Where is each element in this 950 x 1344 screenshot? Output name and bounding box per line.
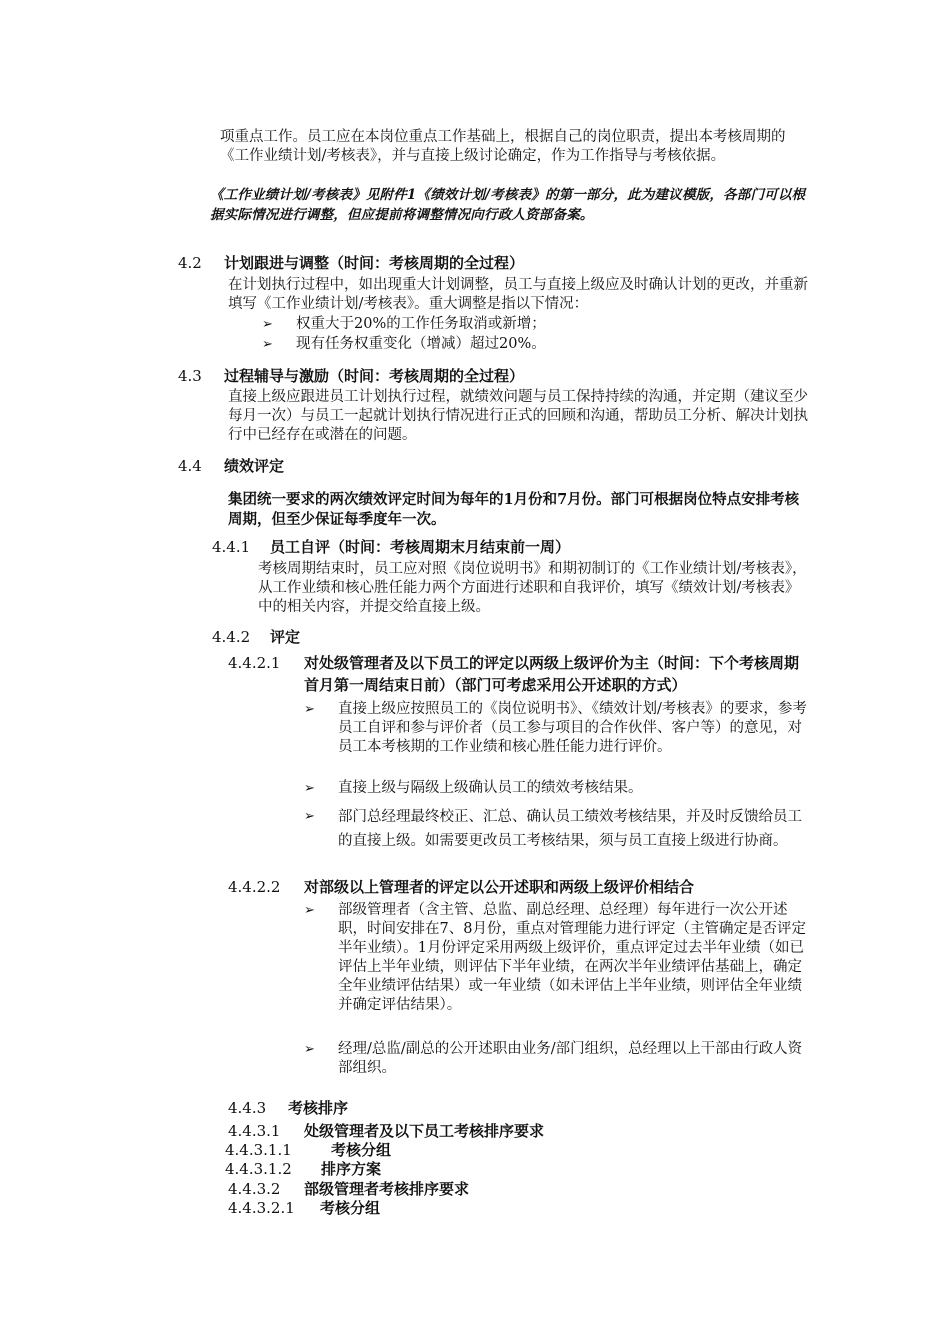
section-4-4-heading — [178, 456, 284, 476]
list-item: ➢ 经理/总监/副总的公开述职由业务/部门组织，总经理以上干部由行政人资部组织。 — [304, 1041, 803, 1076]
section-number: 4.4 — [178, 457, 202, 475]
section-number: 4.4.1 — [212, 538, 251, 556]
section-title: 部级管理者考核排序要求 — [304, 1180, 470, 1198]
section-title: 绩效评定 — [224, 457, 285, 475]
section-title: 员工自评（时间：考核周期末月结束前一周） — [270, 538, 571, 556]
outline-item — [228, 1121, 544, 1141]
outline-item — [225, 1159, 381, 1179]
section-number: 4.4.2 — [212, 628, 251, 646]
section-4-2-heading — [178, 253, 524, 273]
section-title: 考核分组 — [331, 1141, 392, 1159]
list-item: ➢ 部门总经理最终校正、汇总、确认员工绩效考核结果，并及时反馈给员工的直接上级。如需要更改员工考核结果，须与员工直接上级进行协商。 — [304, 805, 816, 871]
list-item: ➢ 现有任务权重变化（增减）超过20%。 — [262, 336, 546, 352]
intro-paragraph: 项重点工作。员工应在本岗位重点工作基础上，根据自己的岗位职责，提出本考核周期的《工作业绩计划/考核表》，并与直接上级讨论确定，作为工作指导与考核依据。 — [220, 129, 786, 164]
section-title: 对部级以上管理者的评定以公开述职和两级上级评价相结合 — [304, 878, 695, 896]
section-title: 排序方案 — [321, 1160, 382, 1178]
outline-item — [225, 1140, 391, 1160]
section-4-2-paragraph: 在计划执行过程中，如出现重大计划调整，员工与直接上级应及时确认计划的更改，并重新填写《工作业绩计划/考核表》。重大调整是指以下情况： — [228, 277, 808, 312]
section-title: 过程辅导与激励（时间：考核周期的全过程） — [224, 367, 525, 385]
section-4-4-paragraph: 集团统一要求的两次绩效评定时间为每年的1月份和7月份。部门可根据岗位特点安排考核周期，但至少保证每季度年一次。 — [228, 491, 800, 528]
section-number: 4.4.3.2 — [228, 1180, 281, 1198]
outline-item — [228, 1098, 348, 1118]
arrow-bullet-icon: ➢ — [304, 809, 315, 824]
list-item: ➢ 部级管理者（含主管、总监、副总经理、总经理）每年进行一次公开述职，时间安排在7、8月份，重点对管理能力进行评定（主管确定是否评定半年业绩）。1月份评定采用两级上级评价，重点评定过去半年业绩（如已评估上半年业绩，则评估下半年业绩，在两次半年业绩评估基础上，确定全年业绩评估结果）或一年业绩（如未评估上半年业绩，则评估全年业绩并确定评估结果）。 — [304, 902, 806, 1013]
section-number: 4.4.3.1.1 — [225, 1141, 292, 1159]
section-4-4-2-2-heading — [228, 876, 813, 898]
list-item: ➢ 直接上级应按照员工的《岗位说明书》、《绩效计划/考核表》的要求，参考员工自评和参与评价者（员工参与项目的合作伙伴、客户等）的意见，对员工本考核期的工作业绩和核心胜任能力进行评价。 — [304, 701, 807, 755]
section-4-4-2-heading — [212, 627, 300, 647]
section-4-3-heading — [178, 366, 524, 386]
section-number: 4.3 — [178, 367, 202, 385]
section-number: 4.4.3.1.2 — [225, 1160, 292, 1178]
section-number: 4.4.3 — [228, 1099, 267, 1117]
outline-item — [228, 1179, 469, 1199]
section-4-4-1-paragraph: 考核周期结束时，员工应对照《岗位说明书》和期初制订的《工作业绩计划/考核表》，从工作业绩和核心胜任能力两个方面进行述职和自我评价，填写《绩效计划/考核表》中的相关内容，并提交给直接上级。 — [258, 561, 807, 615]
section-number: 4.4.2.1 — [228, 654, 281, 672]
section-title: 计划跟进与调整（时间：考核周期的全过程） — [224, 254, 525, 272]
list-item: ➢ 权重大于20%的工作任务取消或新增； — [262, 316, 546, 332]
section-4-3-paragraph: 直接上级应跟进员工计划执行过程，就绩效问题与员工保持持续的沟通，并定期（建议至少每月一次）与员工一起就计划执行情况进行正式的回顾和沟通，帮助员工分析、解决计划执行中已经存在或潜在的问题。 — [228, 389, 808, 443]
section-title: 评定 — [270, 628, 301, 646]
section-title: 考核分组 — [320, 1199, 381, 1217]
section-title: 对处级管理者及以下员工的评定以两级上级评价为主（时间：下个考核周期首月第一周结束日前）（部门可考虑采用公开述职的方式） — [304, 654, 800, 694]
section-number: 4.4.2.2 — [228, 878, 281, 896]
arrow-bullet-icon: ➢ — [304, 903, 315, 918]
section-number: 4.4.3.1 — [228, 1122, 281, 1140]
intro-note: 《工作业绩计划/考核表》见附件1《绩效计划/考核表》的第一部分，此为建议模版，各部门可以根据实际情况进行调整，但应提前将调整情况向行政人资部备案。 — [210, 187, 806, 223]
section-title: 处级管理者及以下员工考核排序要求 — [304, 1122, 545, 1140]
section-number: 4.2 — [178, 254, 202, 272]
list-item: ➢ 直接上级与隔级上级确认员工的绩效考核结果。 — [304, 780, 643, 796]
arrow-bullet-icon: ➢ — [304, 1042, 315, 1057]
arrow-bullet-icon: ➢ — [262, 337, 273, 352]
section-number: 4.4.3.2.1 — [228, 1199, 295, 1217]
arrow-bullet-icon: ➢ — [304, 781, 315, 796]
arrow-bullet-icon: ➢ — [262, 317, 273, 332]
section-4-4-1-heading — [212, 537, 570, 557]
section-title: 考核排序 — [288, 1099, 349, 1117]
outline-item — [228, 1198, 380, 1218]
arrow-bullet-icon: ➢ — [304, 702, 315, 717]
